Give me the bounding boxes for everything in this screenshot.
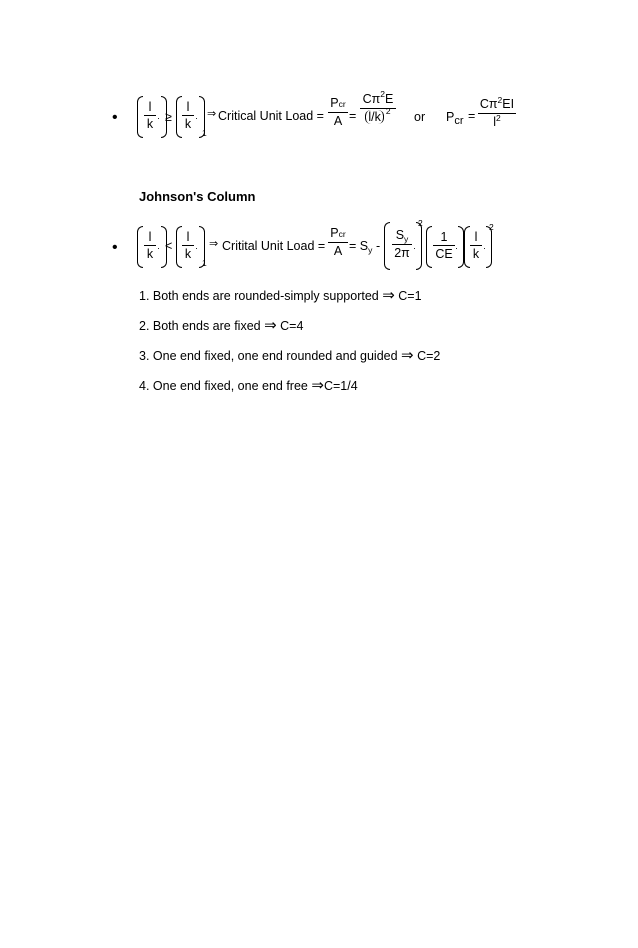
geq-sign: ≥ [165,110,172,124]
list-item: 3. One end fixed, one end rounded and guided ⇒ C=2 [139,347,441,364]
fraction-pcr-over-a: Pcr A [328,96,348,128]
left-paren [137,226,143,268]
fraction-1-over-ce: 1 CE [433,230,455,261]
lt-sign: < [165,239,173,253]
bullet: • [112,239,118,256]
bullet: • [112,109,118,126]
implies-arrow: ⇒ [382,287,395,304]
left-paren [137,96,143,138]
left-paren [384,222,390,270]
fraction-l-over-k: l k [144,100,156,131]
fraction-l-over-k: l k [182,100,194,131]
right-paren [416,222,422,270]
subscript-one: 1 [202,128,207,138]
pcr-label: Pcr [446,110,464,127]
implies-arrow: ⇒ [401,347,414,364]
list-item: 1. Both ends are rounded-simply supported ⇒ C=1 [139,287,422,304]
implies-arrow: ⇒ [209,238,219,250]
equals-sy: = $S_y$ [349,239,373,255]
fraction-sy-over-2pi: $S_y$ 2π [392,228,412,260]
fraction-l-over-k: l k [182,230,194,261]
left-paren [426,226,432,268]
implies-arrow: ⇒ [264,317,277,334]
fraction-pcr-over-a: Pcr A [328,226,348,258]
superscript-two: 2 [489,222,494,232]
fraction-l-over-k: l k [470,230,482,261]
fraction-l-over-k: l k [144,230,156,261]
superscript-two: 2 [418,218,423,228]
section-heading: Johnson's Column [139,189,256,204]
implies-arrow: ⇒ [311,377,324,394]
minus-sign: - [376,239,381,253]
fraction-euler-rhs: $C\pi^2E$ l/k $^2$ [360,92,396,125]
equals-sign: = [349,109,357,123]
implies-arrow: ⇒ [207,108,217,120]
or-label: or [414,110,426,124]
critical-unit-load-label: Critical Unit Load = [218,109,324,123]
right-paren [486,226,492,268]
equals-sign: = [468,109,476,123]
critital-unit-load-label: Critital Unit Load = [222,239,326,253]
fraction-pcr-formula: $C\pi^2EI$ $l^2$ [479,95,515,129]
list-item: 4. One end fixed, one end free ⇒C=1/4 [139,377,358,394]
list-item: 2. Both ends are fixed ⇒ C=4 [139,317,304,334]
subscript-one: 1 [202,258,207,268]
